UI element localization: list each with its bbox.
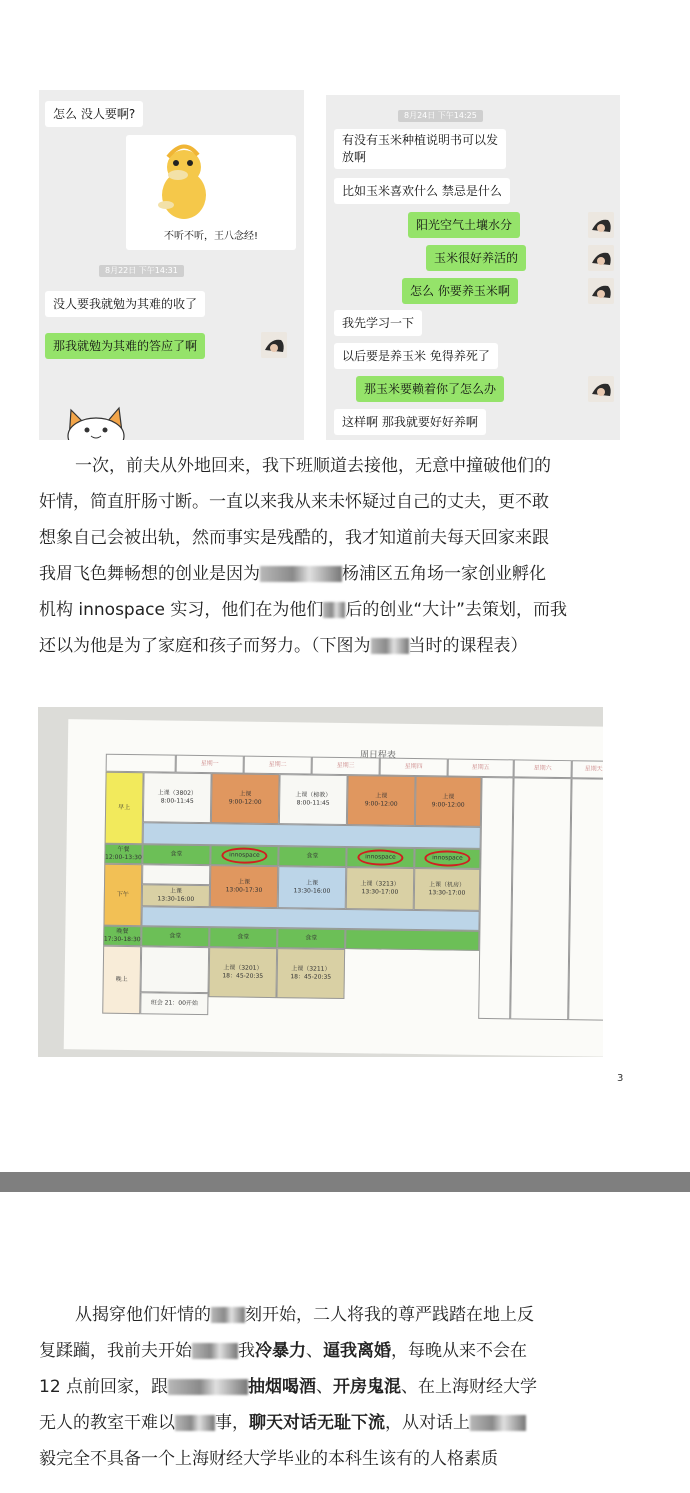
- sticker-psyduck: [126, 135, 296, 250]
- text-segment: 复蹂躏，我前夫开始: [39, 1341, 192, 1361]
- redacted-blur: [260, 566, 342, 582]
- psyduck-sticker-icon: [126, 135, 296, 225]
- tt-cell-blank: [141, 946, 210, 993]
- tt-cell: 上课 9:00-12:00: [415, 776, 482, 827]
- bold-text: 逼我离婚: [323, 1341, 391, 1361]
- timetable-title: 周日程表: [359, 750, 396, 761]
- chat-screenshot-left: [39, 90, 304, 440]
- chat-screenshot-right: [326, 95, 620, 440]
- tt-cell: 班会 21：00开始: [140, 992, 208, 1015]
- tt-day-header: 星期三: [312, 757, 380, 776]
- tt-cell: 上课 13:30-16:00: [142, 884, 210, 907]
- tt-cell: 上课 13:00-17:30: [210, 865, 279, 908]
- tt-cell: 上课（榜教） 8:00-11:45: [279, 774, 348, 825]
- text-segment: 我眉飞色舞畅想的创业是因为: [39, 564, 260, 584]
- text-segment: 、在上海财经大学: [401, 1377, 538, 1397]
- circled-innospace: innospace: [424, 850, 471, 867]
- redacted-blur: [371, 638, 409, 654]
- tt-row-label: 晚上: [102, 946, 141, 1015]
- tt-cell: 上课（机房） 13:30-17:00: [414, 868, 481, 911]
- text-segment: 从揭穿他们奸情的: [75, 1305, 211, 1325]
- redacted-blur: [175, 1415, 215, 1431]
- tt-cell: 上课 9:00-12:00: [347, 775, 416, 826]
- tt-row-label: 午餐 12:00-13:30: [104, 844, 142, 865]
- text-segment: 后的创业“大计”去策划，而我: [345, 600, 567, 620]
- sticker-caption: 不听不听，王八念经!: [163, 231, 258, 242]
- text-line: 毅完全不具备一个上海财经大学毕业的本科生该有的人格素质: [39, 1449, 498, 1469]
- text-line: [39, 1369, 639, 1405]
- text-line: 奸情，简直肝肠寸断。一直以来我从来未怀疑过自己的丈夫，更不敢: [39, 492, 549, 512]
- chat-bubble-incoming: [334, 129, 506, 169]
- chat-bubble-incoming: 这样啊 那我就要好好养啊: [334, 409, 486, 435]
- page-number: 3: [617, 1073, 624, 1084]
- tt-cell-blank: [345, 929, 479, 951]
- text-segment: 、: [306, 1341, 323, 1361]
- text-segment: 还以为他是为了家庭和孩子而努力。（下图为: [39, 636, 371, 656]
- tt-cell: 食堂: [278, 846, 346, 867]
- bold-text: 聊天对话无耻下流: [249, 1413, 385, 1433]
- tt-row-label: 晚餐 17:30-18:30: [103, 926, 141, 947]
- text-segment: 我: [238, 1341, 255, 1361]
- chat-bubble-incoming: 没人要我就勉为其难的收了: [45, 291, 205, 317]
- tt-day-header: 星期四: [380, 758, 448, 777]
- tt-day-header: 星期二: [244, 756, 312, 775]
- text-segment: 事，: [215, 1413, 249, 1433]
- tt-day-header: 星期天: [572, 760, 603, 779]
- timetable-paper: [64, 719, 603, 1057]
- text-line: [39, 592, 639, 628]
- tt-cell-blank: [142, 864, 210, 885]
- chat-bubble-outgoing: 玉米很好养活的: [426, 245, 526, 271]
- chat-bubble-outgoing: 那玉米要赖着你了怎么办: [356, 376, 504, 402]
- chat-timestamp: 8月24日 下午14:25: [398, 110, 483, 122]
- chat-bubble-incoming: 以后要是养玉米 免得养死了: [334, 343, 498, 369]
- avatar: [588, 212, 614, 238]
- bold-text: 开房鬼混: [333, 1377, 402, 1397]
- text-segment: 杨浦区五角场一家创业孵化: [342, 564, 546, 584]
- chat-bubble-incoming: 怎么 没人要啊?: [45, 101, 143, 127]
- paragraph-2: [39, 1297, 639, 1477]
- bold-text: 抽烟喝酒: [248, 1377, 317, 1397]
- tt-cell: 食堂: [142, 844, 210, 865]
- text-line: 想象自己会被出轨，然而事实是残酷的，我才知道前夫每天回家来跟: [39, 528, 549, 548]
- text-segment: 当时的课程表）: [408, 636, 528, 656]
- tt-row-label: 下午: [103, 864, 142, 927]
- text-line: [39, 1333, 639, 1369]
- redacted-blur: [470, 1415, 526, 1431]
- tt-day-header: 星期五: [448, 758, 514, 777]
- tt-day-header: 星期一: [176, 755, 244, 774]
- text-segment: 刻开始，二人将我的尊严践踏在地上反: [245, 1305, 534, 1325]
- tt-cell: [210, 845, 278, 866]
- tt-cell: 上课 9:00-12:00: [211, 773, 280, 824]
- text-segment: 机构 innospace 实习，他们在为他们: [39, 600, 324, 620]
- avatar: [588, 245, 614, 271]
- text-line: [39, 556, 639, 592]
- avatar: [261, 332, 287, 358]
- tt-cell: 食堂: [141, 926, 209, 947]
- tt-cell: 上课（3201） 18：45-20:35: [208, 947, 277, 998]
- redacted-blur: [211, 1307, 245, 1323]
- chat-bubble-outgoing: 怎么 你要养玉米啊: [402, 278, 518, 304]
- tt-cell: 上课（3211） 18：45-20:35: [276, 948, 345, 999]
- redacted-blur: [168, 1379, 248, 1395]
- tt-cell: 食堂: [277, 928, 345, 949]
- text-line: 一次，前夫从外地回来，我下班顺道去接他，无意中撞破他们的: [75, 456, 551, 476]
- tt-cell: 上课（3213） 13:30-17:00: [346, 867, 415, 910]
- text-line: [39, 628, 639, 664]
- chat-bubble-outgoing: 阳光空气土壤水分: [408, 212, 520, 238]
- tt-day-header: 星期六: [514, 759, 572, 778]
- corgi-sticker-icon: [61, 400, 131, 440]
- text-segment: ，每晚从来不会在: [391, 1341, 527, 1361]
- page-break: [0, 1172, 690, 1192]
- timetable-photo: [38, 707, 603, 1057]
- text-line: [39, 1405, 639, 1441]
- text-line: [39, 1297, 639, 1333]
- circled-innospace: innospace: [357, 849, 404, 866]
- tt-cell: [346, 847, 414, 868]
- paragraph-1: [39, 448, 639, 664]
- tt-corner: [106, 754, 176, 773]
- tt-row-label: 早上: [105, 772, 144, 845]
- circled-innospace: innospace: [221, 847, 268, 864]
- text-segment: 12 点前回家，跟: [39, 1377, 169, 1397]
- tt-cell-blank: [568, 778, 603, 1021]
- text-segment: 、: [316, 1377, 334, 1397]
- tt-cell-blank: [510, 777, 571, 1020]
- chat-bubble-incoming: 我先学习一下: [334, 310, 422, 336]
- chat-bubble-line: 有没有玉米种植说明书可以发: [342, 133, 499, 147]
- tt-cell: [414, 848, 480, 869]
- avatar: [588, 278, 614, 304]
- redacted-blur: [192, 1343, 238, 1359]
- tt-cell-blank: [478, 777, 513, 1019]
- tt-cell: 食堂: [209, 927, 277, 948]
- chat-bubble-line: 放啊: [342, 150, 367, 164]
- bold-text: 冷暴力: [255, 1341, 306, 1361]
- tt-cell: 上课 13:30-16:00: [278, 866, 347, 909]
- text-segment: ，从对话上: [385, 1413, 470, 1433]
- redacted-blur: [323, 602, 345, 618]
- tt-cell: 上课（3802） 8:00-11:45: [143, 772, 212, 823]
- avatar: [588, 376, 614, 402]
- chat-bubble-incoming: 比如玉米喜欢什么 禁忌是什么: [334, 178, 510, 204]
- text-segment: 无人的教室干难以: [39, 1413, 175, 1433]
- chat-bubble-outgoing: 那我就勉为其难的答应了啊: [45, 333, 205, 359]
- chat-timestamp: 8月22日 下午14:31: [99, 265, 184, 277]
